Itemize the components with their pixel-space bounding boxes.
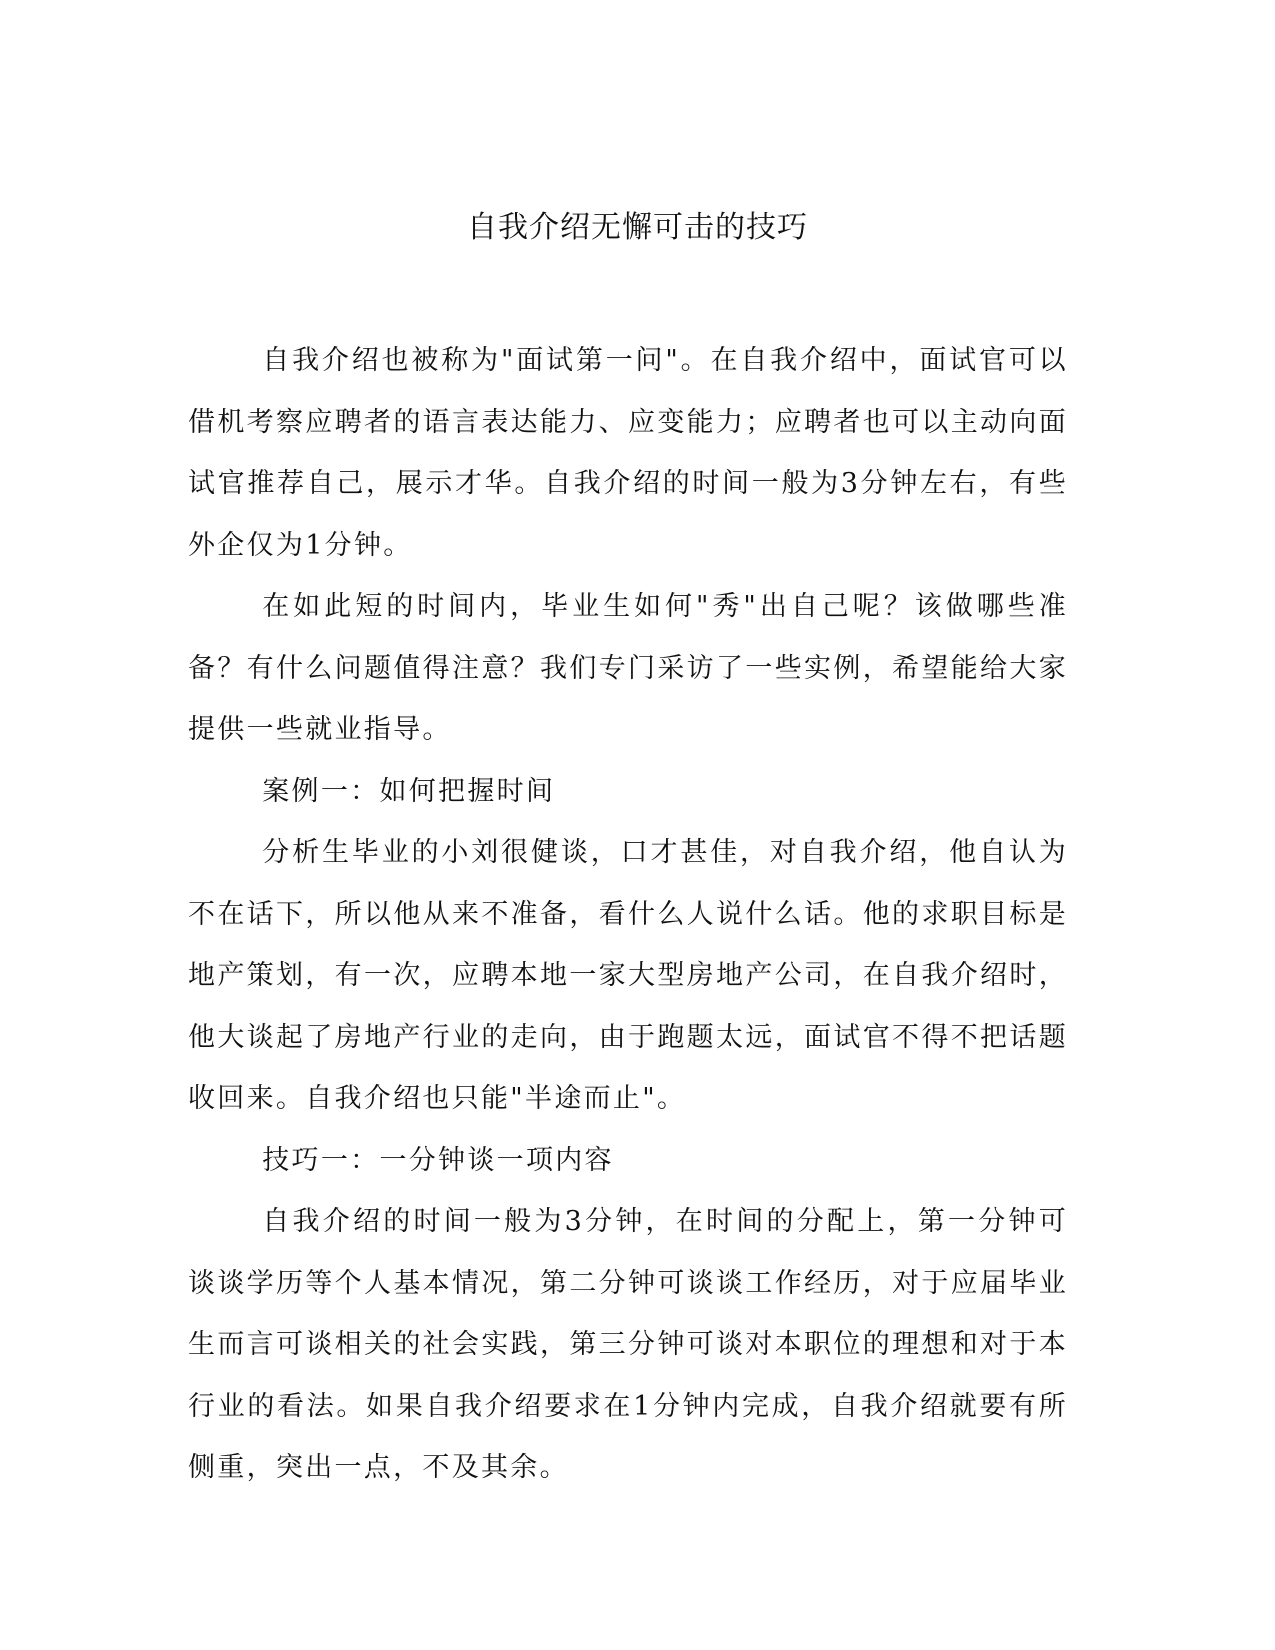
tip-heading: 技巧一：一分钟谈一项内容 (262, 1144, 614, 1176)
case-heading: 案例一：如何把握时间 (262, 775, 556, 807)
document-title: 自我介绍无懈可击的技巧 (467, 210, 808, 245)
paragraph-intro: 自我介绍也被称为"面试第一问"。在自我介绍中，面试官可以借机考察应聘者的语言表达能力、应变能力；应聘者也可以主动向面试官推荐自己，展示才华。自我介绍的时间一般为3分钟左右，有些外企仅为1分钟。 (188, 345, 1068, 561)
paragraph-context: 在如此短的时间内，毕业生如何"秀"出自己呢？该做哪些准备？有什么问题值得注意？我们专门采访了一些实例，希望能给大家提供一些就业指导。 (188, 591, 1068, 745)
paragraph-case-story: 分析生毕业的小刘很健谈，口才甚佳，对自我介绍，他自认为不在话下，所以他从来不准备，看什么人说什么话。他的求职目标是地产策划，有一次，应聘本地一家大型房地产公司，在自我介绍时，他大谈起了房地产行业的走向，由于跑题太远，面试官不得不把话题收回来。自我介绍也只能"半途而止"。 (188, 837, 1068, 1114)
paragraph-tip-detail: 自我介绍的时间一般为3分钟，在时间的分配上，第一分钟可谈谈学历等个人基本情况，第二分钟可谈谈工作经历，对于应届毕业生而言可谈相关的社会实践，第三分钟可谈对本职位的理想和对于本行业的看法。如果自我介绍要求在1分钟内完成，自我介绍就要有所侧重，突出一点，不及其余。 (188, 1206, 1068, 1483)
document-body (188, 330, 1068, 1499)
